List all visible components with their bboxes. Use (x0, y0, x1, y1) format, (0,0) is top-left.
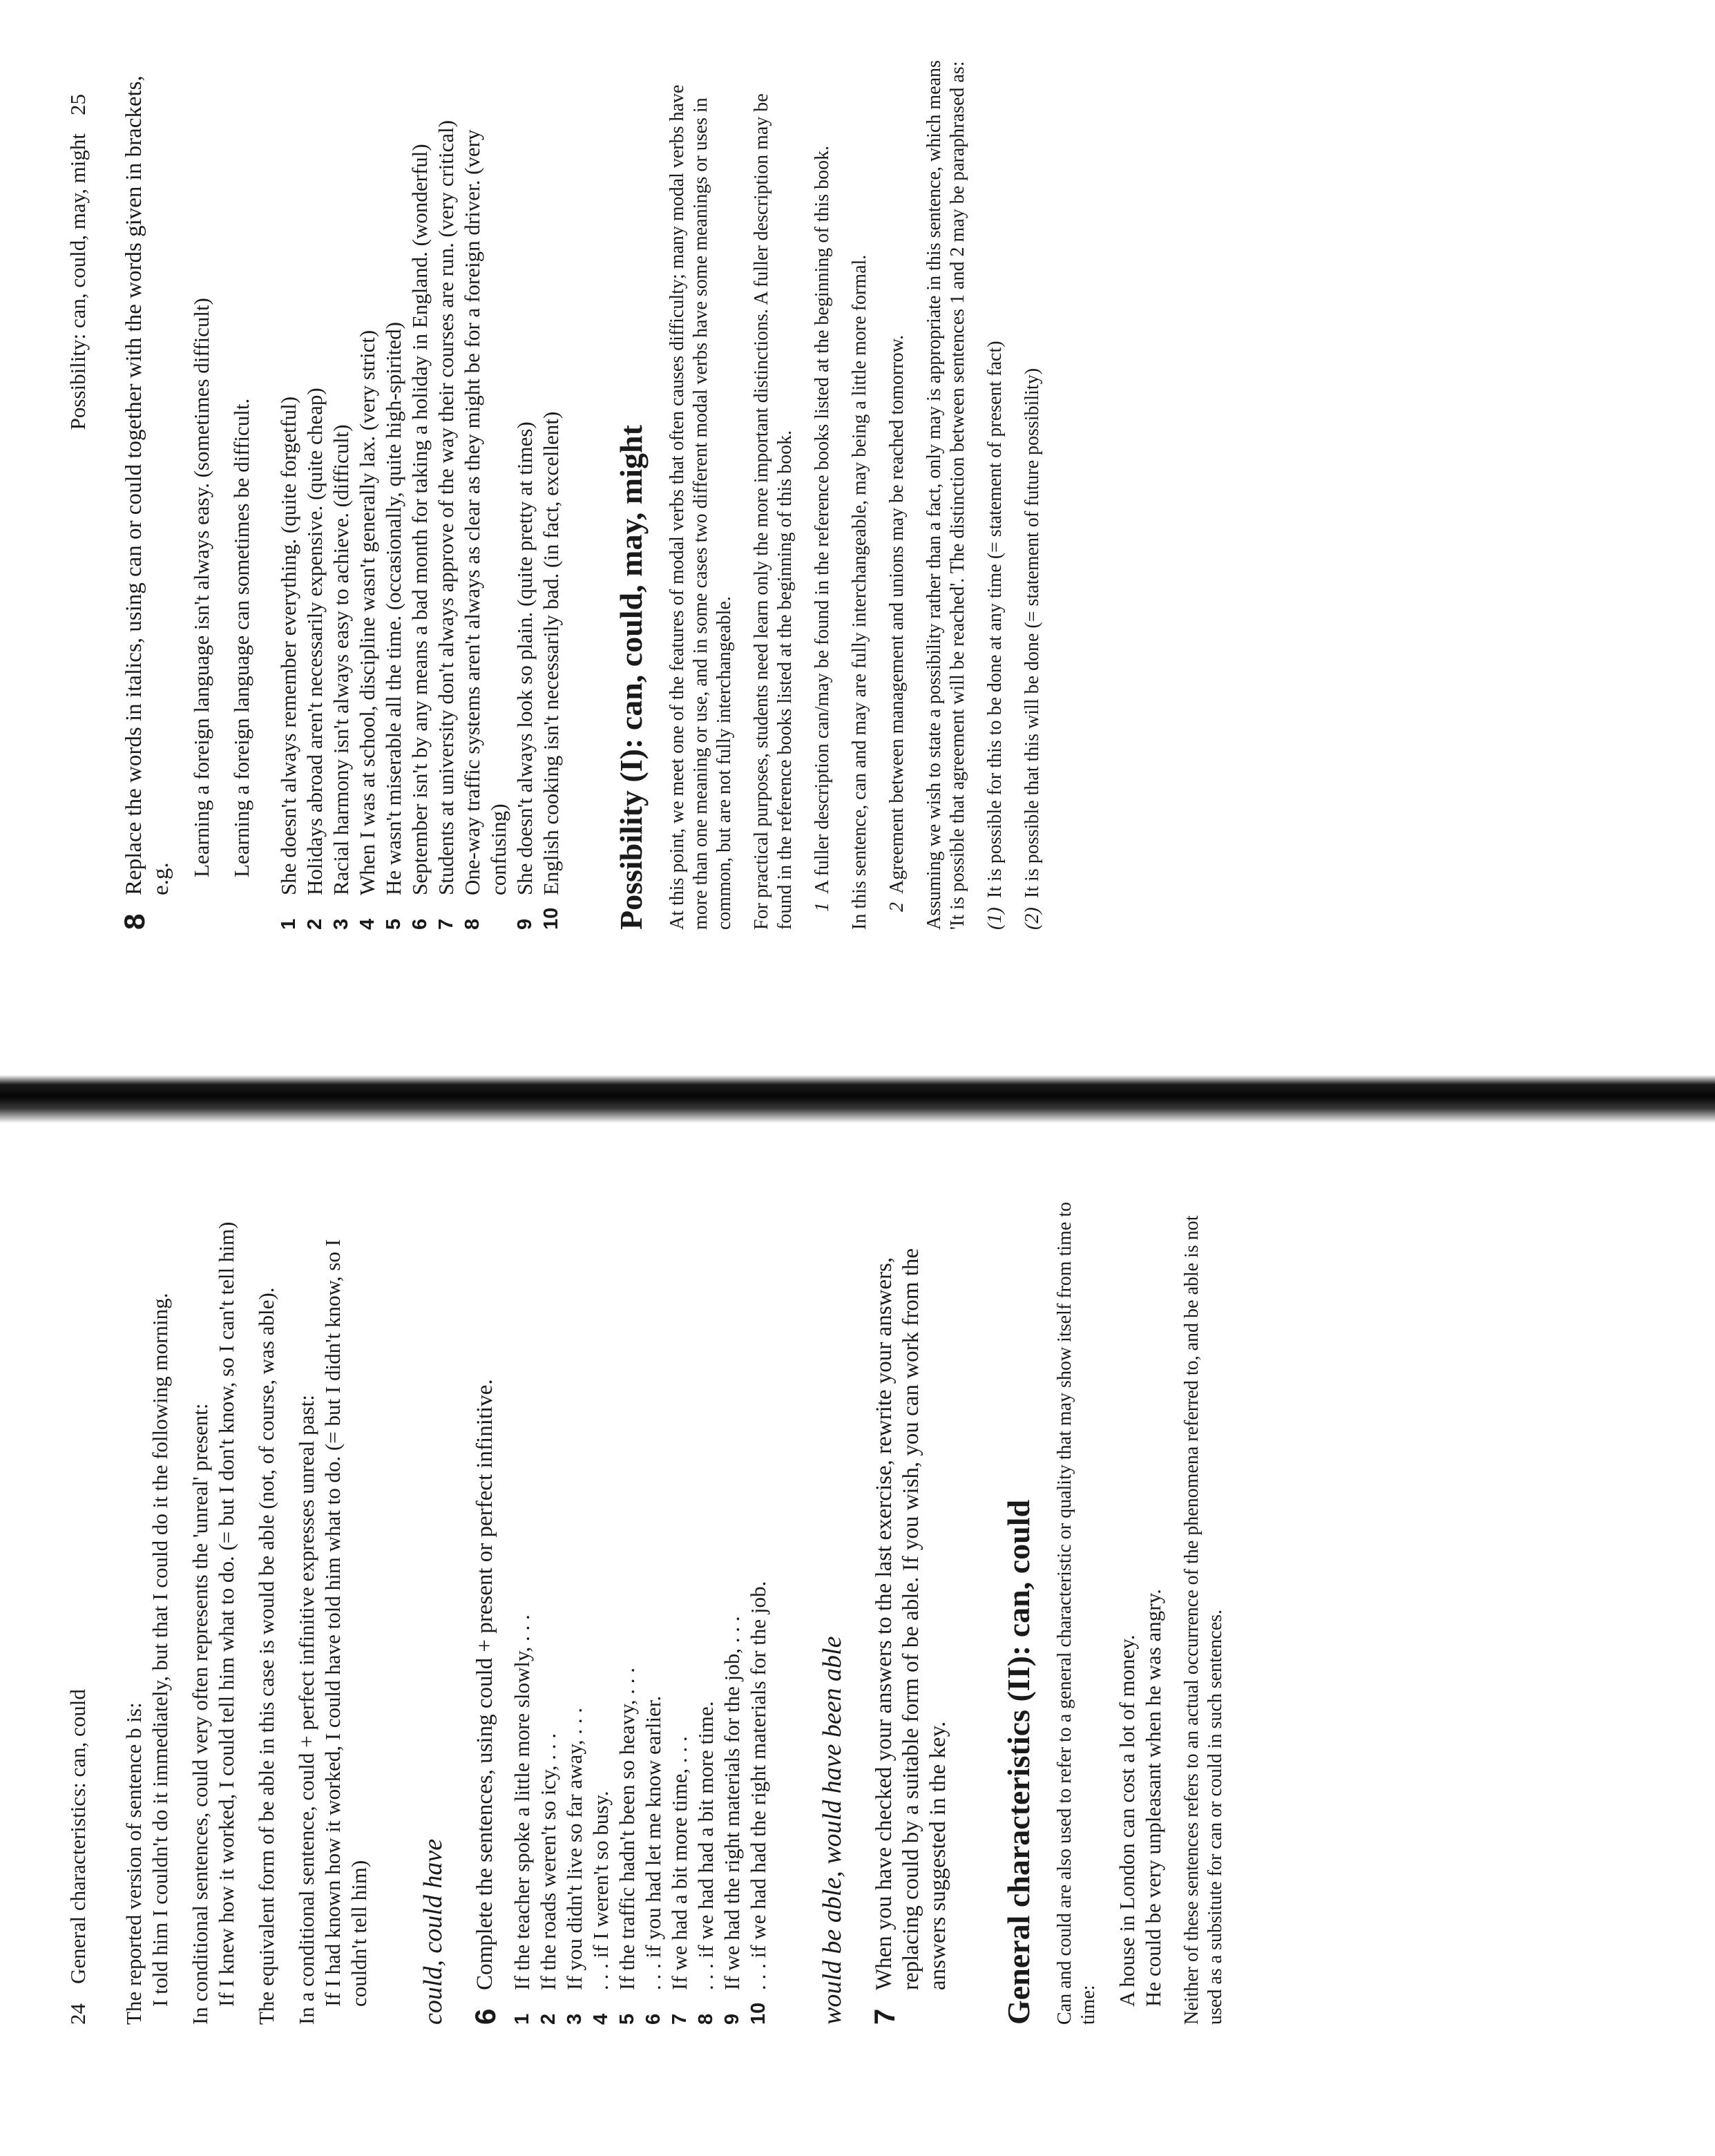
exercise-item-text: When I was at school, discipline wasn't generally lax. (very strict) (355, 330, 379, 895)
left-running-head (66, 1182, 90, 2025)
left-running-title: General characteristics: can, could (66, 1689, 90, 1984)
exercise-8-number: 8 (118, 913, 151, 930)
sub-heading-could-could-have: could, could have (419, 1838, 448, 2025)
exercise-item-text: She doesn't always look so plain. (quite pretty at times) (512, 421, 537, 895)
paragraph-practical-purposes: For practical purposes, students need learn only the more important distinctions. A fuller description may be found in the reference books listed at the beginning of this book. (751, 93, 796, 930)
exercise-item (407, 59, 433, 930)
exercise-item-text: He wasn't miserable all the time. (occasionally, quite high-spirited) (381, 322, 405, 895)
exercise-item (535, 1182, 562, 2025)
exercise-item-number: 4 (356, 918, 379, 930)
exercise-item-text: If the roads weren't so icy, . . . (536, 1733, 560, 1990)
exercise-item-text: If the teacher spoke a little more slowly, . . . (510, 1614, 534, 1990)
right-running-title: Possibility: can, could, may, might (66, 133, 90, 430)
note-2 (885, 59, 909, 930)
exercise-item (381, 59, 407, 930)
exercise-item-text: . . . if I weren't so busy. (588, 1791, 613, 1990)
example-unpleasant: He could be very unpleasant when he was angry. (1141, 1589, 1165, 2007)
book-gutter (0, 1075, 1715, 1123)
exercise-item-number: 3 (564, 2013, 586, 2025)
section-heading-possibility-i: Possibility (I): can, could, may, might (613, 425, 649, 930)
exercise-item-text: . . . if we had had the right materials for the job. (746, 1581, 770, 1990)
exercise-7-number: 7 (868, 2008, 901, 2025)
exercise-6-instruction: Complete the sentences, using could + present or perfect infinitive. (472, 1379, 497, 1990)
exercise-item-number: 2 (304, 918, 326, 930)
exercise-8 (118, 59, 175, 930)
paragraph-general-quality: Can and could are also used to refer to a general characteristic or quality that may show itself from time to time: (1054, 1201, 1099, 2025)
paraphrase-2 (1021, 59, 1044, 930)
exercise-item-number: 6 (642, 2013, 664, 2025)
note-1-number: 1 (812, 902, 833, 912)
exercise-item (328, 59, 354, 930)
paragraph-modal-verbs-difficulty: At this point, we meet one of the features of modal verbs that often causes difficulty; many modal verbs have more than one meaning or use, and in some cases two different modal verbs have some meanings or uses in common, but are not fully interchangeable. (667, 84, 735, 930)
exercise-item (538, 59, 564, 930)
exercise-6-items (509, 1182, 772, 2025)
paraphrase-1 (984, 59, 1007, 930)
exercise-item (459, 59, 512, 930)
example-reported-version: I told him I couldn't do it immediately, but that I could do it the following morning. (148, 1292, 172, 2007)
exercise-item-text: One-way traffic systems aren't always as clear as they might be for a foreign driver. (very confusing) (460, 129, 510, 895)
exercise-item-number: 8 (461, 918, 483, 930)
paragraph-conditional-past: In a conditional sentence, could + perfect infinitive expresses unreal past: (294, 1395, 318, 2025)
paraphrase-1-number: (1) (984, 907, 1006, 930)
left-page (0, 1134, 1715, 2156)
paragraph-assuming-possibility: Assuming we wish to state a possibility rather than a fact, only may is appropriate in this sentence, which means 'It is possible that agreement will be reached'. The distinction between sentences 1 and 2 may be paraphrased as: (923, 60, 968, 930)
note-1 (811, 59, 834, 930)
exercise-item (276, 59, 302, 930)
exercise-item-text: If you didn't live so far away, . . . (562, 1707, 586, 1990)
exercise-item (693, 1182, 719, 2025)
note-1-text: A fuller description can/may be found in the reference books listed at the beginning of this book. (812, 145, 833, 894)
exercise-6 (469, 1182, 501, 2025)
exercise-item-text: September isn't by any means a bad month for taking a holiday in England. (wonderful) (408, 144, 432, 895)
exercise-item (745, 1182, 772, 2025)
paraphrase-1-text: It is possible for this to be done at any time (= statement of present fact) (984, 341, 1006, 898)
exercise-item (588, 1182, 614, 2025)
right-page (0, 11, 1715, 1033)
paraphrase-2-text: It is possible that this will be done (= statement of future possibility) (1022, 368, 1043, 898)
paragraph-interchangeable: In this sentence, can and may are fully interchangeable, may being a little more formal. (849, 254, 870, 930)
exercise-item-text: . . . if you had let me know earlier. (641, 1695, 665, 1990)
exercise-item (667, 1182, 693, 2025)
section-heading-general-characteristics-ii: General characteristics (II): can, could (1001, 1499, 1036, 2025)
exercise-item (354, 59, 381, 930)
exercise-item-text: . . . if we had had a bit more time. (693, 1701, 718, 1990)
exercise-item-number: 8 (695, 2013, 717, 2025)
exercise-item-text: If we had a bit more time, . . . (667, 1736, 691, 1990)
example-conditional-past: If I had known how it worked, I could have told him what to do. (= but I didn't know, so I couldn't tell him) (320, 1239, 371, 2007)
example-conditional-present: If I knew how it worked, I could tell him what to do. (= but I don't know, so I can't tell him) (214, 1221, 238, 2007)
exercise-item-number: 10 (540, 907, 562, 930)
exercise-item-number: 5 (616, 2013, 638, 2025)
exercise-item-number: 3 (330, 918, 352, 930)
exercise-item-number: 9 (721, 2013, 743, 2025)
note-2-text: Agreement between management and unions may be reached tomorrow. (886, 334, 908, 894)
note-2-number: 2 (886, 902, 908, 912)
exercise-item (562, 1182, 588, 2025)
exercise-item (640, 1182, 667, 2025)
exercise-item-text: Racial harmony isn't always easy to achieve. (difficult) (329, 424, 353, 895)
exercise-item-text: Holidays abroad aren't necessarily expensive. (quite cheap) (303, 388, 327, 895)
paraphrase-2-number: (2) (1022, 907, 1043, 930)
exercise-7 (868, 1182, 952, 2025)
exercise-item (433, 59, 459, 930)
exercise-item (719, 1182, 745, 2025)
exercise-6-number: 6 (469, 2008, 501, 2025)
exercise-item-number: 5 (383, 918, 405, 930)
exercise-item (509, 1182, 535, 2025)
right-running-head (66, 59, 90, 930)
paragraph-neither-sentence: Neither of these sentences refers to an actual occurrence of the phenomena referred to, and be able is not used as a subsitute for can or could in such sentences. (1181, 1215, 1226, 2025)
exercise-8-example-question: Learning a foreign language isn't always easy. (sometimes difficult) (189, 298, 213, 877)
exercise-item (302, 59, 328, 930)
exercise-8-instruction: Replace the words in italics, using can or could together with the words given in brackets, e.g. (122, 75, 173, 895)
right-page-number: 25 (66, 94, 90, 115)
exercise-item (512, 59, 538, 930)
exercise-item-number: 1 (511, 2013, 533, 2025)
exercise-8-example-answer: Learning a foreign language can sometimes be difficult. (229, 398, 253, 877)
exercise-item (614, 1182, 640, 2025)
exercise-item-number: 7 (435, 918, 457, 930)
exercise-item-number: 4 (590, 2013, 612, 2025)
exercise-8-items (276, 59, 564, 930)
left-page-number: 24 (66, 2003, 90, 2025)
exercise-item-text: English cooking isn't necessarily bad. (in fact, excellent) (539, 411, 563, 895)
sub-heading-would-be-able: would be able, would have been able (818, 1636, 847, 2025)
exercise-item-number: 6 (409, 918, 431, 930)
paragraph-be-able-form: The equivalent form of be able in this case is would be able (not, of course, was able). (254, 1287, 278, 2025)
exercise-item-number: 9 (514, 918, 536, 930)
exercise-item-number: 2 (537, 2013, 559, 2025)
exercise-7-instruction: When you have checked your answers to the last exercise, rewrite your answers, replacing could by a suitable form of be able. If you wish, you can work from the answers suggested in the key. (872, 1248, 950, 1990)
paragraph-conditional-present: In conditional sentences, could very often represents the 'unreal' present: (188, 1403, 212, 2025)
exercise-item-text: If the traffic hadn't been so heavy, . . . (615, 1668, 639, 1990)
example-house-london: A house in London can cost a lot of money. (1115, 1634, 1139, 2007)
exercise-item-number: 1 (278, 918, 300, 930)
exercise-item-number: 10 (747, 2002, 769, 2025)
exercise-item-text: Students at university don't always approve of the way their courses are run. (very critical) (434, 120, 458, 895)
exercise-item-number: 7 (669, 2013, 691, 2025)
exercise-item-text: She doesn't always remember everything. (quite forgetful) (276, 396, 300, 895)
exercise-item-text: If we had the right materials for the job, . . . (720, 1616, 744, 1990)
paragraph-reported-version: The reported version of sentence b is: (122, 1702, 146, 2025)
